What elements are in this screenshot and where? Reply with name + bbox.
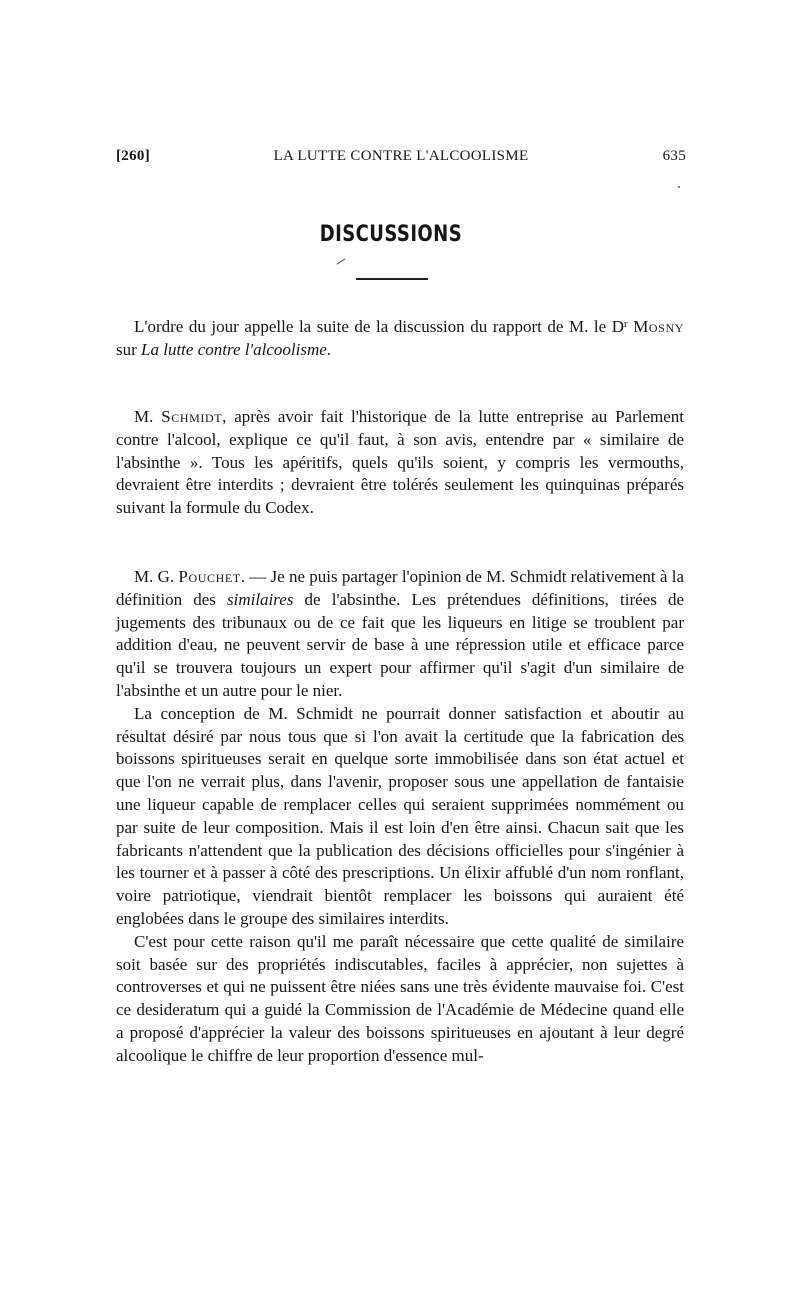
speaker-prefix: M. bbox=[134, 407, 162, 426]
report-title: La lutte contre l'alcoolisme bbox=[141, 339, 327, 359]
running-header bbox=[116, 148, 686, 170]
pouchet-paragraph-2: La conception de M. Schmidt ne pourrait donner satisfaction et aboutir au résultat désiré par nous tous que si l'on avait la certitude que la fabrication des boissons spiritueuses serait en quelque sorte immobilisée dans son état actuel et que l'on ne verrait plus, dans l'avenir, proposer sous une appellation de fantaisie une liqueur capable de remplacer celles qui seraient supprimées nommément ou par suite de leur composition. Mais il est loin d'en être ainsi. Chacun sait que les fabricants n'attendent que la publication des décisions officielles pour s'ingénier à les tourner et à passer à côté des prescriptions. Un élixir affublé d'un nom ronflant, voire patriotique, viendrait bientôt remplacer les boissons qui auraient été englobées dans le groupe des similaires interdits. bbox=[116, 703, 684, 928]
speaker-name-schmidt: Schmidt bbox=[161, 407, 223, 426]
header-title: LA LUTTE CONTRE L'ALCOOLISME bbox=[273, 148, 529, 164]
schmidt-text: , après avoir fait l'historique de la lutte entreprise au Parlement contre l'alcool, explique ce qu'il faut, à son avis, entendre par « similaire de l'absinthe ». Tous les apéritifs, quels qu'ils soient, y compris les vermouths, devraient être interdits ; devraient être tolérés seulement les quinquinas préparés suivant la formule du Codex. bbox=[116, 407, 684, 518]
page-number: 635 bbox=[662, 148, 686, 164]
intro-text-mid: sur bbox=[116, 339, 142, 359]
pouchet-section bbox=[116, 566, 684, 1068]
pouchet-paragraph-1 bbox=[116, 566, 684, 703]
schmidt-paragraph bbox=[116, 406, 684, 520]
pouchet-italic-term: similaires bbox=[227, 589, 294, 609]
pouchet-text-1b: de l'absinthe. Les prétendues définitions, tirées de jugements des tribunaux ou de ce fait que les liqueurs en litige se troublent par addition d'eau, ne peuvent servir de base à une répression utile et efficace parce qu'il se trouvera toujours un expert pour affirmer qu'il s'agit d'un similaire de l'absinthe et un autre pour le nier. bbox=[116, 589, 684, 700]
section-rule bbox=[356, 278, 428, 280]
intro-text: L'ordre du jour appelle la suite de la discussion du rapport de M. le D bbox=[134, 317, 624, 336]
print-mark bbox=[336, 258, 345, 264]
rapporteur-name: Mosny bbox=[633, 317, 685, 336]
doctor-abbrev-sup: r bbox=[624, 318, 628, 330]
speaker-prefix: M. G. bbox=[134, 567, 179, 586]
pouchet-text-1a: . — Je ne puis partager l'opinion de M. Schmidt relativement à la définition des bbox=[116, 567, 684, 609]
intro-paragraph bbox=[116, 316, 684, 362]
print-speck bbox=[678, 186, 680, 188]
speaker-name-pouchet: Pouchet bbox=[178, 567, 241, 586]
intro-text-end: . bbox=[326, 339, 332, 359]
pouchet-paragraph-3: C'est pour cette raison qu'il me paraît nécessaire que cette qualité de similaire soit basée sur des propriétés indiscutables, faciles à apprécier, non sujettes à controverses et qui ne puissent être niées sans une très évidente mauvaise foi. C'est ce desideratum qui a guidé la Commission de l'Académie de Médecine quand elle a proposé d'apprécier la valeur des boissons spiritueuses en ajoutant à leur degré alcoolique le chiffre de leur proportion d'essence mul- bbox=[116, 931, 684, 1065]
header-page-bracket: [260] bbox=[116, 148, 150, 164]
section-title: DISCUSSIONS bbox=[319, 222, 463, 247]
